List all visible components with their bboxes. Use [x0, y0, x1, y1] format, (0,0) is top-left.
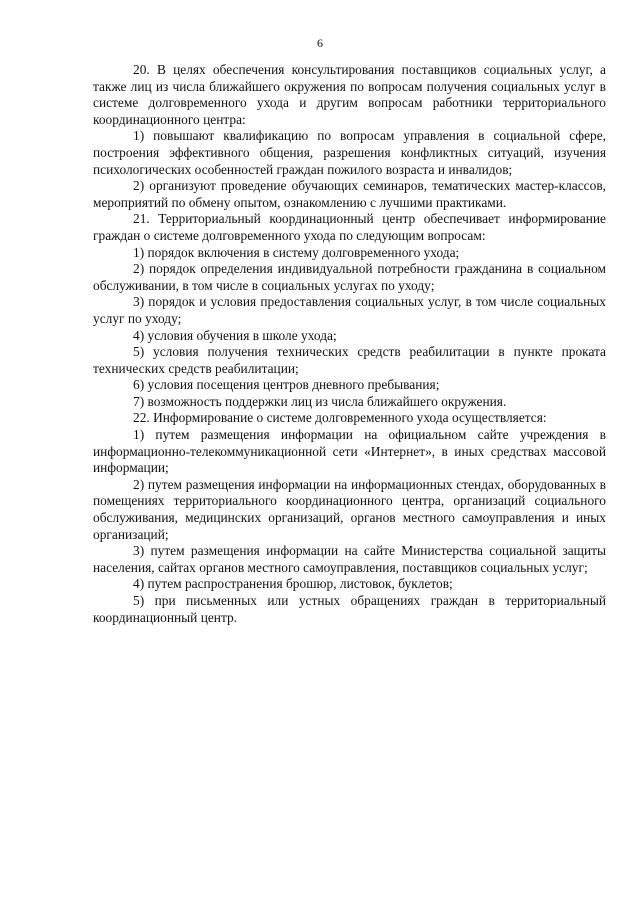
paragraph-21: 21. Территориальный координационный центр обеспечивает информирование граждан о системе долговременного ухода по следующим вопросам:	[93, 211, 606, 243]
paragraph-21-item-6: 6) условия посещения центров дневного пребывания;	[133, 377, 440, 393]
paragraph-20-item-1: 1) повышают квалификацию по вопросам управления в социальной сфере, построения эффективного общения, разрешения конфликтных ситуаций, изучения психологических особенностей граждан пожилого возраста и инвалидов;	[93, 128, 606, 177]
page-number: 6	[317, 36, 323, 50]
paragraph-21-item-5: 5) условия получения технических средств реабилитации в пункте проката технических средств реабилитации;	[93, 344, 606, 376]
paragraph-22-item-5: 5) при письменных или устных обращениях граждан в территориальный координационный центр.	[93, 593, 606, 625]
paragraph-21-item-7: 7) возможность поддержки лиц из числа ближайшего окружения.	[133, 393, 507, 409]
paragraph-21-item-1: 1) порядок включения в систему долговременного ухода;	[133, 244, 460, 260]
paragraph-21-item-4: 4) условия обучения в школе ухода;	[133, 327, 337, 343]
paragraph-20-item-2: 2) организуют проведение обучающих семинаров, тематических мастер-классов, мероприятий по обмену опытом, ознакомлению с лучшими практиками.	[93, 178, 606, 210]
paragraph-22-item-3: 3) путем размещения информации на сайте Министерства социальной защиты населения, сайтах органов местного самоуправления, поставщиков социальных услуг;	[93, 543, 606, 575]
paragraph-21-item-2: 2) порядок определения индивидуальной потребности гражданина в социальном обслуживании, в том числе в социальных услугах по уходу;	[93, 261, 606, 293]
paragraph-22-item-2: 2) путем размещения информации на информационных стендах, оборудованных в помещениях территориального координационного центра, организаций социального обслуживания, медицинских организаций, органов местного самоуправления и иных организаций;	[93, 476, 606, 542]
paragraph-22: 22. Информирование о системе долговременного ухода осуществляется:	[133, 410, 547, 426]
paragraph-20: 20. В целях обеспечения консультирования поставщиков социальных услуг, а также лиц из числа ближайшего окружения по вопросам получения социальных услуг в системе долговременного ухода и другим вопросам работники территориального координационного центра:	[93, 62, 606, 127]
paragraph-22-item-1: 1) путем размещения информации на официальном сайте учреждения в информационно-телекоммуникационной сети «Интернет», в иных средствах массовой информации;	[93, 427, 606, 476]
document-body	[93, 62, 606, 626]
paragraph-22-item-4: 4) путем распространения брошюр, листовок, буклетов;	[133, 576, 453, 592]
paragraph-21-item-3: 3) порядок и условия предоставления социальных услуг, в том числе социальных услуг по уходу;	[93, 294, 606, 326]
